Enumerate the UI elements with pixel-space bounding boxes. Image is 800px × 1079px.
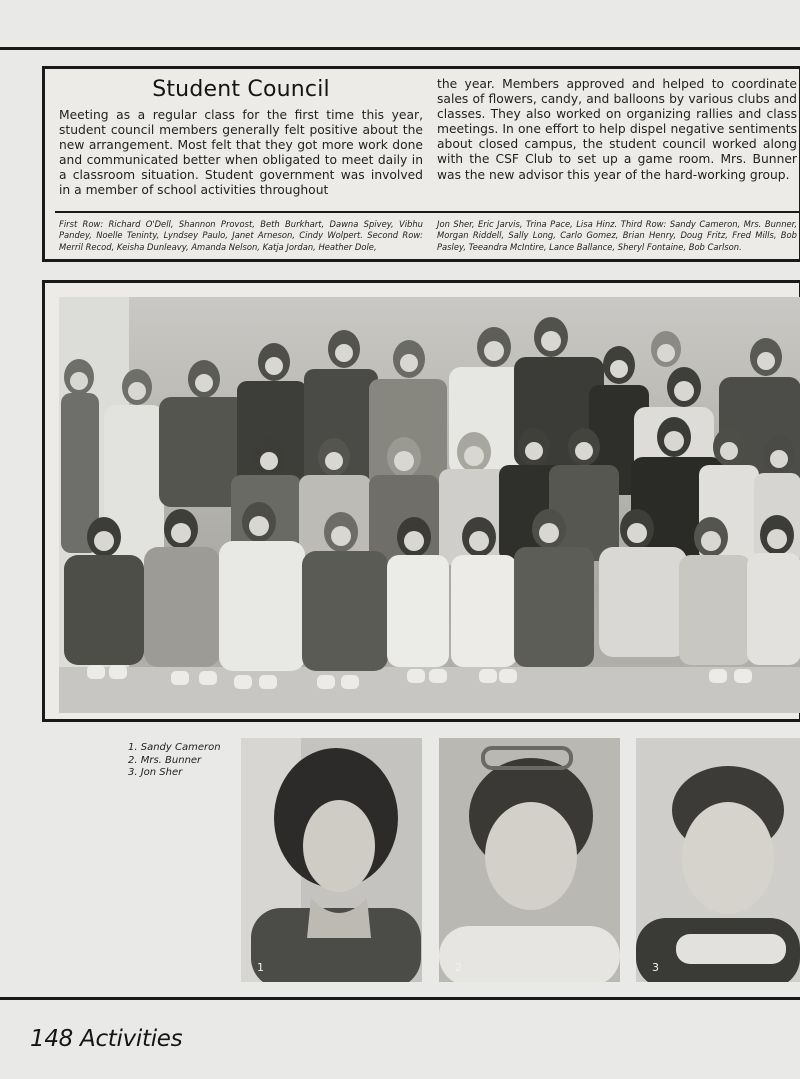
portrait-number: 1	[257, 961, 264, 974]
article-column-left	[59, 77, 423, 199]
top-rule	[0, 47, 800, 50]
legend-item: 2. Mrs. Bunner	[128, 754, 202, 766]
article-body-left: Meeting as a regular class for the first time this year, student council members generally felt positive about the new arrangement. Most felt that they got more work done and communicated better when obligated to meet daily in a classroom situation. Student government was involved in a member of school activities throughout	[59, 108, 423, 198]
caption-divider	[55, 211, 799, 213]
portrait-1-image	[241, 738, 422, 982]
article-column-right	[437, 77, 797, 183]
article-body-right: the year. Members approved and helped to coordinate sales of flowers, candy, and balloons by various clubs and classes. They also worked on organizing rallies and class meetings. In one effort to help dispel negative sentiments about closed campus, the student council worked along with the CSF Club to set up a game room. Mrs. Bunner was the new advisor this year of the hard-working group.	[437, 77, 797, 182]
portrait-3-image	[636, 738, 800, 982]
portrait-photo-3	[636, 738, 800, 982]
legend-item: 3. Jon Sher	[128, 767, 183, 778]
group-photo-caption-left: First Row: Richard O'Dell, Shannon Provost, Beth Burkhart, Dawna Spivey, Vibhu Pandey, Noelle Teninty, Lyndsey Paulo, Janet Arneson, Cindy Wolpert. Second Row: Merril Recod, Keisha Dunleavy, Amanda Nelson, Katja Jordan, Heather Dole,	[59, 219, 423, 252]
group-photo-frame	[42, 280, 800, 722]
group-photo-caption-right: Jon Sher, Eric Jarvis, Trina Pace, Lisa Hinz. Third Row: Sandy Cameron, Mrs. Bunner, Morgan Riddell, Sally Long, Carlo Gomez, Brian Henry, Doug Fritz, Fred Mills, Bob Pasley, Teeandra McIntire, Lance Ballance, Sheryl Fontaine, Bob Carlson.	[437, 219, 797, 252]
portrait-legend	[128, 742, 221, 780]
article-box	[42, 66, 800, 262]
portrait-2-image	[439, 738, 620, 982]
portrait-number: 2	[455, 961, 462, 974]
group-photo	[59, 297, 800, 713]
article-title: Student Council	[152, 77, 330, 102]
portrait-photo-2	[439, 738, 620, 982]
legend-item: 1. Sandy Cameron	[128, 742, 221, 753]
bottom-rule	[0, 997, 800, 1000]
portrait-photo-1	[241, 738, 422, 982]
portrait-number: 3	[652, 961, 659, 974]
page-folio: 148 Activities	[30, 1026, 183, 1052]
